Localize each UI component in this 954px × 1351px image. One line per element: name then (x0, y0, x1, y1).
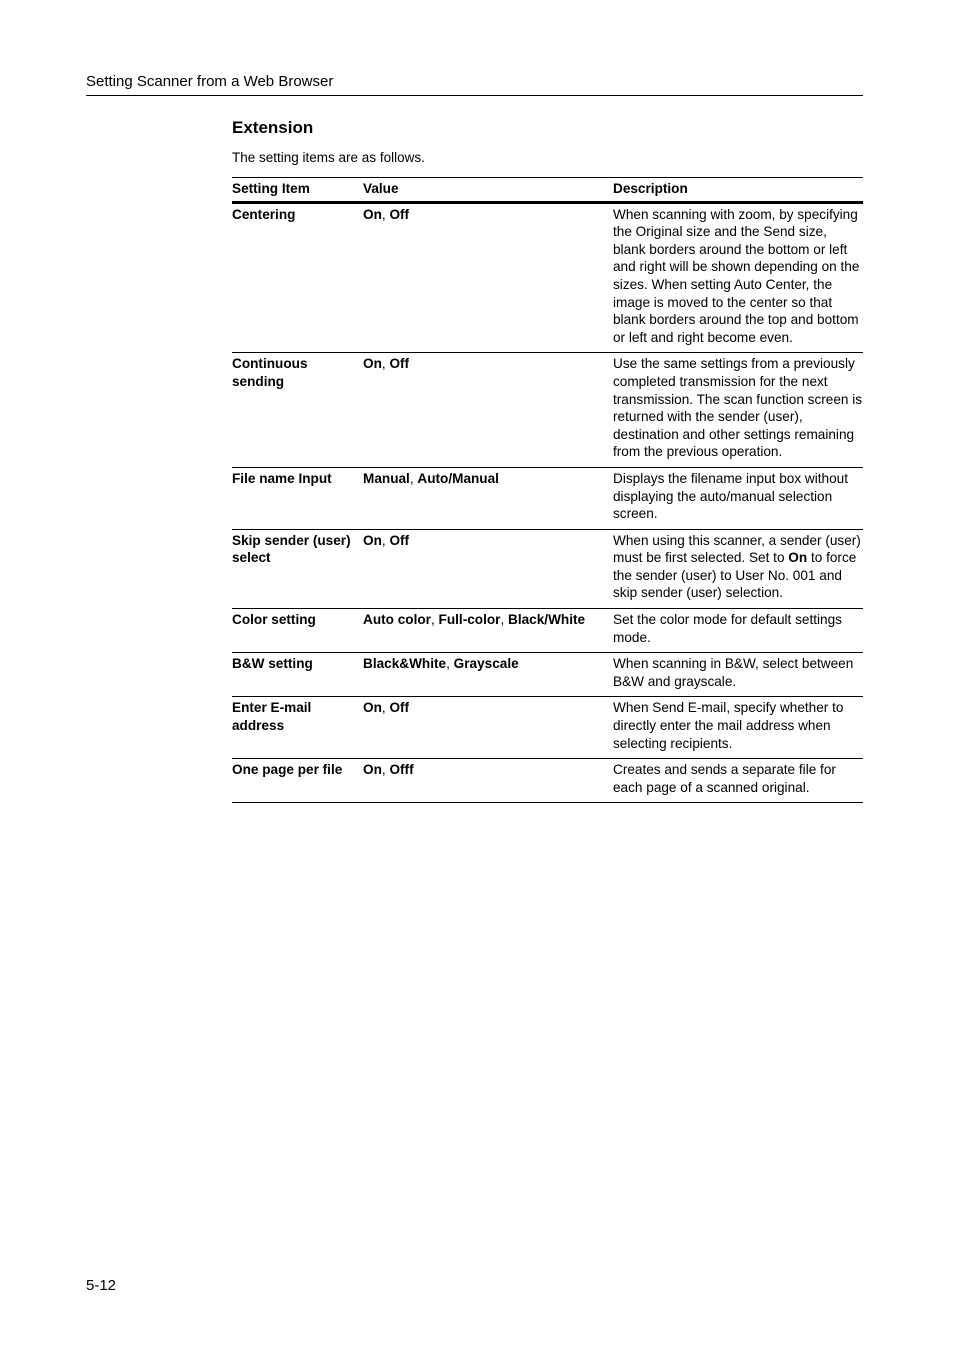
setting-item-cell: Continuous sending (232, 353, 363, 468)
section-title: Extension (232, 118, 314, 137)
table-header-row (232, 178, 863, 203)
description-cell: When Send E-mail, specify whether to directly enter the mail address when selecting recipients. (613, 697, 863, 759)
value-cell: On, Offf (363, 759, 613, 803)
description-cell: When scanning in B&W, select between B&W and grayscale. (613, 653, 863, 697)
value-option: Black/White (508, 612, 586, 628)
setting-item-cell: One page per file (232, 759, 363, 803)
description-cell (613, 529, 863, 608)
table-row (232, 529, 863, 608)
setting-item-cell: B&W setting (232, 653, 363, 697)
description-text: to force the sender (user) to User No. 001 and skip sender (user) selection. (613, 550, 857, 601)
value-cell: On, Off (363, 697, 613, 759)
value-option: Offf (389, 762, 414, 778)
column-header-setting-item: Setting Item (232, 178, 363, 203)
page-number: 5-12 (86, 1277, 117, 1294)
value-option: On (363, 762, 382, 778)
table-row (232, 609, 863, 653)
description-cell: When scanning with zoom, by specifying the Original size and the Send size, blank borders around the bottom or left and right will be shown depending on the sizes. When setting Auto Center, the image is moved to the center so that blank borders around the top and bottom or left and right become even. (613, 202, 863, 353)
value-option: Off (389, 532, 410, 548)
running-header: Setting Scanner from a Web Browser (86, 73, 863, 96)
description-cell: Set the color mode for default settings mode. (613, 609, 863, 653)
description-cell: Use the same settings from a previously completed transmission for the next transmission. The scan function screen is returned with the sender (user), destination and other settings remaining from the previous operation. (613, 353, 863, 468)
value-cell: On, Off (363, 529, 613, 608)
settings-table (232, 177, 863, 803)
value-option: Auto/Manual (417, 470, 499, 486)
value-cell: Manual, Auto/Manual (363, 467, 613, 529)
value-option: Auto color (363, 612, 431, 628)
value-option: Manual (363, 470, 410, 486)
description-cell: Creates and sends a separate file for each page of a scanned original. (613, 759, 863, 803)
value-cell: Auto color, Full-color, Black/White (363, 609, 613, 653)
setting-item-cell: File name Input (232, 467, 363, 529)
table-row (232, 697, 863, 759)
setting-item-cell: Centering (232, 202, 363, 353)
description-emphasis: On (788, 550, 808, 566)
table-row (232, 202, 863, 353)
description-text: When using this scanner, a sender (user) must be first selected. Set to (613, 532, 861, 566)
setting-item-cell: Color setting (232, 609, 363, 653)
setting-item-cell: Skip sender (user) select (232, 529, 363, 608)
description-cell: Displays the filename input box without displaying the auto/manual selection screen. (613, 467, 863, 529)
section-intro: The setting items are as follows. (232, 150, 425, 165)
value-option: On (363, 700, 382, 716)
value-option: On (363, 356, 382, 372)
value-option: Black&White (363, 656, 447, 672)
value-cell: On, Off (363, 353, 613, 468)
column-header-description: Description (613, 178, 863, 203)
column-header-value: Value (363, 178, 613, 203)
table-row (232, 759, 863, 803)
value-option: On (363, 532, 382, 548)
value-option: Off (389, 356, 410, 372)
value-option: Full-color (438, 612, 501, 628)
value-option: Off (389, 206, 410, 222)
value-option: Grayscale (453, 656, 519, 672)
value-cell: Black&White, Grayscale (363, 653, 613, 697)
value-option: On (363, 206, 382, 222)
value-cell: On, Off (363, 202, 613, 353)
table-row (232, 353, 863, 468)
value-option: Off (389, 700, 410, 716)
table-row (232, 653, 863, 697)
table-row (232, 467, 863, 529)
setting-item-cell: Enter E-mail address (232, 697, 363, 759)
